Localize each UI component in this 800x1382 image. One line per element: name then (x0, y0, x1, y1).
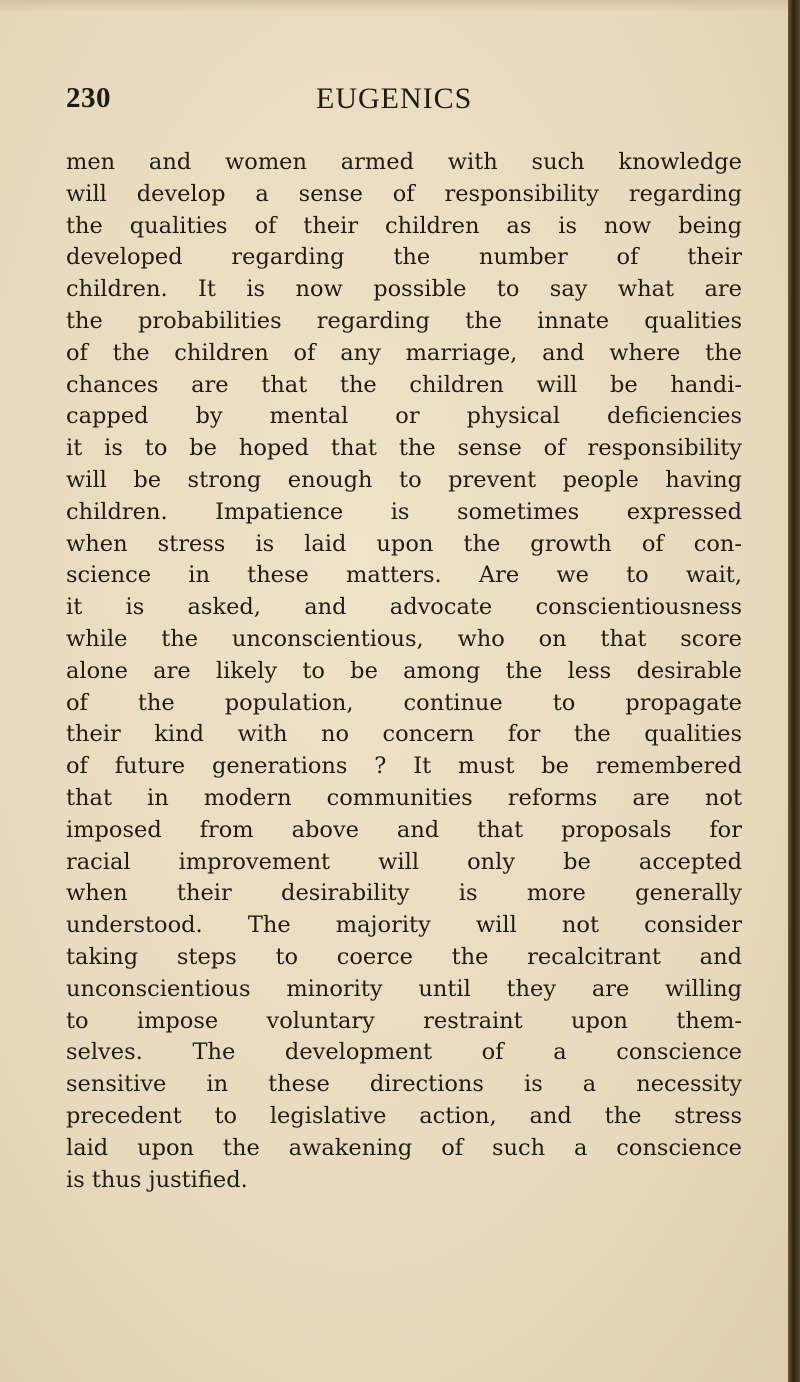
running-title: EUGENICS (316, 82, 473, 115)
text-line: taking steps to coerce the recalcitrant and (66, 943, 742, 970)
text-line: alone are likely to be among the less desirable (66, 657, 742, 684)
text-line: selves. The development of a conscience (66, 1039, 742, 1066)
text-line: it is to be hoped that the sense of responsibility (66, 435, 742, 462)
text-line: science in these matters. Are we to wait, (66, 562, 742, 589)
book-spine-edge (788, 0, 800, 1382)
text-line: developed regarding the number of their (66, 244, 742, 271)
text-line: sensitive in these directions is a necessity (66, 1071, 742, 1098)
text-line: is thus justified. (66, 1166, 248, 1193)
text-line: when their desirability is more generally (66, 880, 742, 907)
text-line: children. It is now possible to say what are (66, 276, 742, 303)
text-line: of the children of any marriage, and where the (66, 339, 742, 366)
text-line: the probabilities regarding the innate qualities (66, 307, 742, 334)
text-line: racial improvement will only be accepted (66, 848, 742, 875)
page-top-shadow (0, 0, 800, 12)
text-line: it is asked, and advocate conscientiousness (66, 594, 742, 621)
text-line: to impose voluntary restraint upon them- (66, 1007, 742, 1034)
text-line: will be strong enough to prevent people having (66, 466, 742, 493)
text-line: understood. The majority will not consider (66, 912, 742, 939)
text-line: unconscientious minority until they are willing (66, 975, 742, 1002)
text-line: capped by mental or physical deficiencies (66, 403, 742, 430)
text-line: of the population, continue to propagate (66, 689, 742, 716)
text-line: their kind with no concern for the qualities (66, 721, 742, 748)
text-line: will develop a sense of responsibility regarding (66, 180, 742, 207)
text-line: that in modern communities reforms are not (66, 784, 742, 811)
page-header (66, 82, 742, 126)
text-line: laid upon the awakening of such a conscience (66, 1134, 742, 1161)
text-line: when stress is laid upon the growth of con- (66, 530, 742, 557)
text-line: chances are that the children will be handi- (66, 371, 742, 398)
body-paragraph (66, 147, 742, 1196)
text-line: children. Impatience is sometimes expressed (66, 498, 742, 525)
text-line: of future generations ? It must be remembered (66, 753, 742, 780)
text-line: precedent to legislative action, and the stress (66, 1102, 742, 1129)
text-line: men and women armed with such knowledge (66, 149, 742, 175)
page-number: 230 (66, 82, 111, 114)
text-line: the qualities of their children as is now being (66, 212, 742, 239)
text-line: while the unconscientious, who on that score (66, 625, 742, 652)
text-line: imposed from above and that proposals for (66, 816, 742, 843)
